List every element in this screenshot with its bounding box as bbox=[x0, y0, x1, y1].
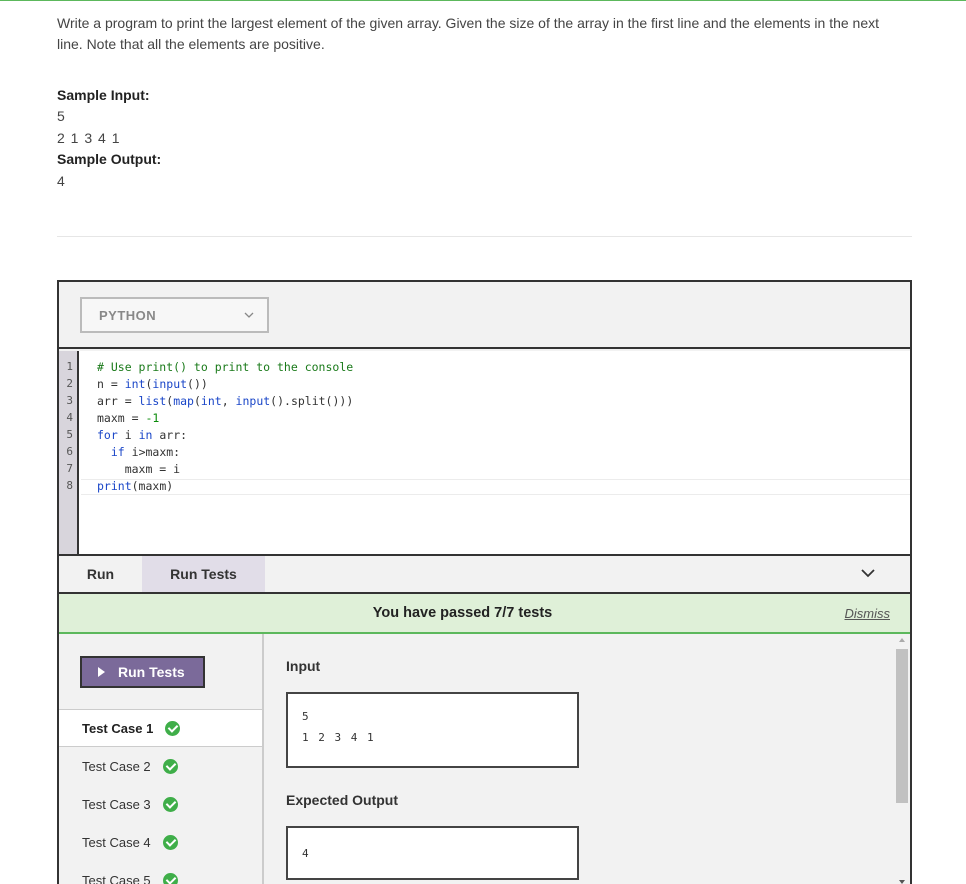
line-number: 3 bbox=[66, 394, 73, 407]
input-line: 1 2 3 4 1 bbox=[302, 731, 376, 744]
test-case-label: Test Case 1 bbox=[82, 720, 154, 736]
test-case-item[interactable] bbox=[59, 709, 262, 747]
code-line: arr = list(map(int, input().split())) bbox=[97, 394, 354, 408]
code-line: for i in arr: bbox=[97, 428, 188, 442]
run-tests-button[interactable] bbox=[80, 656, 205, 688]
sample-input-label: Sample Input: bbox=[57, 87, 150, 103]
line-number: 8 bbox=[66, 479, 73, 492]
line-number: 2 bbox=[66, 377, 73, 390]
input-line: 5 bbox=[302, 710, 309, 723]
test-io-panel bbox=[266, 634, 910, 884]
line-number: 1 bbox=[66, 360, 73, 373]
test-case-item[interactable] bbox=[59, 861, 262, 884]
vertical-scrollbar[interactable] bbox=[894, 634, 910, 884]
expected-output-line: 4 bbox=[302, 847, 309, 860]
tab-run[interactable]: Run bbox=[86, 566, 115, 582]
input-box bbox=[286, 692, 579, 768]
scroll-up-arrow-icon[interactable] bbox=[899, 638, 905, 642]
test-case-label: Test Case 3 bbox=[82, 796, 151, 812]
language-select[interactable] bbox=[80, 297, 269, 333]
expected-output-label: Expected Output bbox=[286, 792, 399, 808]
sample-input-line: 2 1 3 4 1 bbox=[57, 130, 121, 146]
check-circle-icon bbox=[163, 835, 178, 850]
play-icon bbox=[98, 667, 105, 677]
scrollbar-thumb[interactable] bbox=[896, 649, 908, 803]
expected-output-box bbox=[286, 826, 579, 880]
code-line: print(maxm) bbox=[97, 479, 174, 493]
test-case-list bbox=[59, 634, 264, 884]
input-label: Input bbox=[286, 658, 321, 674]
language-bar bbox=[59, 282, 910, 349]
problem-statement: Write a program to print the largest element of the given array. Given the size of the array in the first line and the elements in the next line. Note that all the elements are positive. bbox=[57, 15, 880, 52]
code-editor[interactable] bbox=[59, 351, 910, 554]
test-case-label: Test Case 2 bbox=[82, 758, 151, 774]
code-line: if i>maxm: bbox=[110, 445, 181, 459]
test-case-item[interactable] bbox=[59, 785, 262, 823]
test-case-item[interactable] bbox=[59, 747, 262, 785]
line-number: 6 bbox=[66, 445, 73, 458]
test-case-label: Test Case 5 bbox=[82, 872, 151, 884]
code-line: # Use print() to print to the console bbox=[97, 360, 354, 374]
chevron-down-icon[interactable] bbox=[860, 565, 876, 581]
tab-run-tests[interactable]: Run Tests bbox=[142, 556, 265, 592]
code-line: n = int(input()) bbox=[97, 377, 208, 391]
test-case-item[interactable] bbox=[59, 823, 262, 861]
dismiss-link[interactable]: Dismiss bbox=[844, 606, 890, 621]
line-number-gutter bbox=[59, 351, 79, 554]
line-number: 7 bbox=[66, 462, 73, 475]
check-circle-icon bbox=[165, 721, 180, 736]
check-circle-icon bbox=[163, 759, 178, 774]
sample-output-label: Sample Output: bbox=[57, 151, 162, 167]
run-tests-button-label: Run Tests bbox=[118, 664, 185, 680]
code-content bbox=[97, 359, 353, 495]
check-circle-icon bbox=[163, 797, 178, 812]
sample-output-line: 4 bbox=[57, 173, 65, 189]
code-line: maxm = -1 bbox=[97, 411, 160, 425]
test-case-label: Test Case 4 bbox=[82, 834, 151, 850]
line-number: 5 bbox=[66, 428, 73, 441]
section-divider bbox=[57, 236, 912, 237]
check-circle-icon bbox=[163, 873, 178, 884]
chevron-down-icon bbox=[243, 309, 255, 321]
language-value: PYTHON bbox=[99, 308, 157, 323]
run-tabs-bar bbox=[59, 554, 910, 594]
code-ide bbox=[57, 280, 912, 884]
banner-message: You have passed 7/7 tests bbox=[372, 605, 553, 621]
test-result-banner bbox=[59, 594, 910, 634]
code-line: maxm = i bbox=[97, 462, 181, 476]
scroll-down-arrow-icon[interactable] bbox=[899, 880, 905, 884]
test-results-panel bbox=[59, 634, 910, 884]
sample-input-line: 5 bbox=[57, 108, 65, 124]
line-number: 4 bbox=[66, 411, 73, 424]
top-divider bbox=[0, 0, 966, 1]
